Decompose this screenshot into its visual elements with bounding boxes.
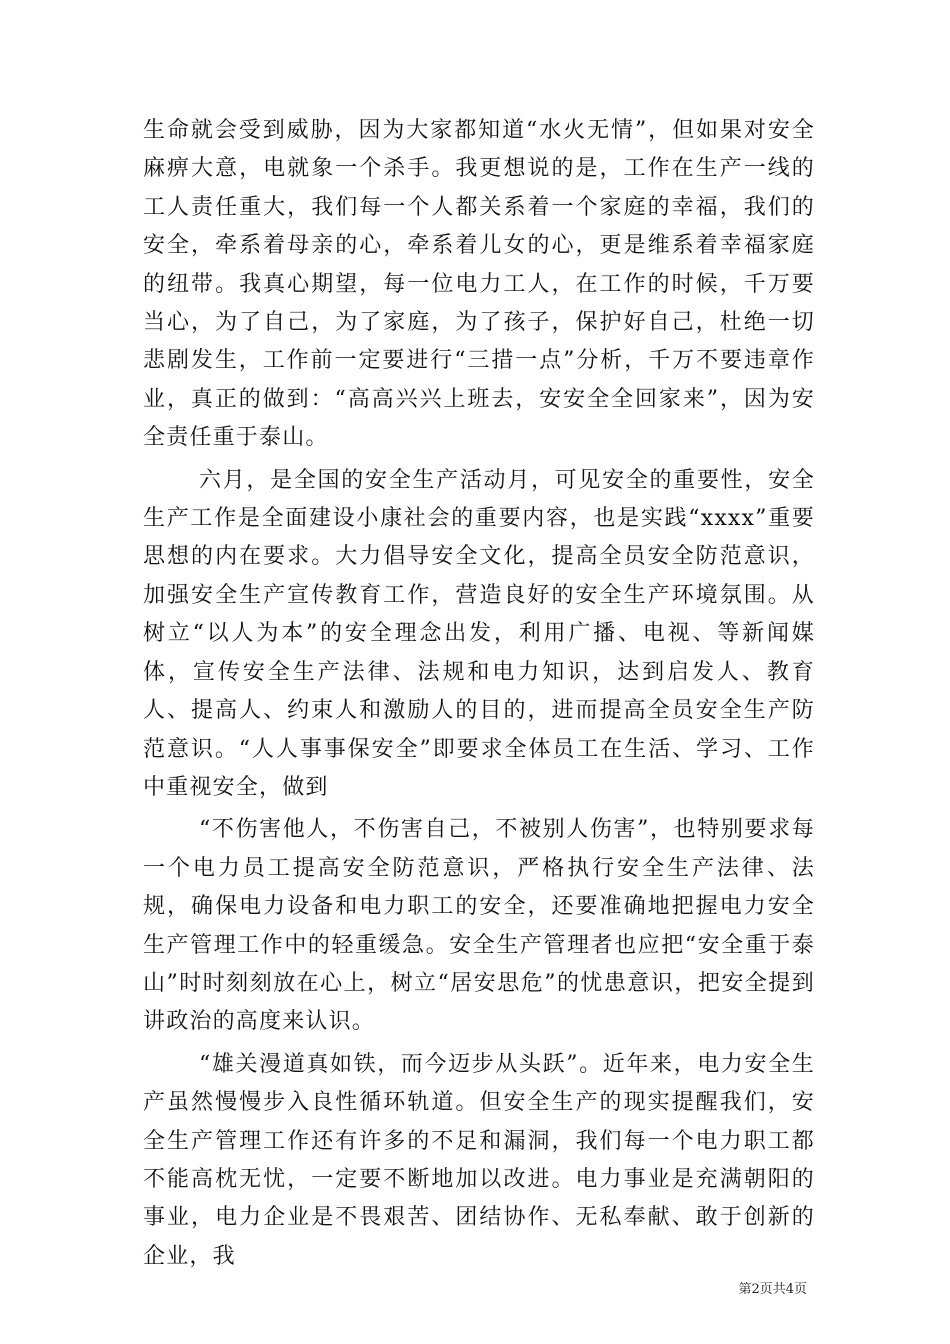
paragraph-2: 六月，是全国的安全生产活动月，可见安全的重要性，安全生产工作是全面建设小康社会的重要内容，也是实践“xxxx”重要思想的内在要求。大力倡导安全文化，提高全员安全防范意识，加强安全生产宣传教育工作，营造良好的安全生产环境氛围。从树立“以人为本”的安全理念出发，利用广播、电视、等新闻媒体，宣传安全生产法律、法规和电力知识，达到启发人、教育人、提高人、约束人和激励人的目的，进而提高全员安全生产防范意识。“人人事事保安全”即要求全体员工在生活、学习、工作中重视安全，做到 — [143, 467, 815, 800]
paragraph-1: 生命就会受到威胁，因为大家都知道“水火无情”，但如果对安全麻痹大意，电就象一个杀手。我更想说的是，工作在生产一线的工人责任重大，我们每一个人都关系着一个家庭的幸福，我们的安全，牵系着母亲的心，牵系着儿女的心，更是维系着幸福家庭的纽带。我真心期望，每一位电力工人，在工作的时候，千万要当心，为了自己，为了家庭，为了孩子，保护好自己，杜绝一切悲剧发生，工作前一定要进行“三措一点”分析，千万不要违章作业，真正的做到：“高高兴兴上班去，安安全全回家来”，因为安全责任重于泰山。 — [143, 118, 815, 451]
paragraph-3: “不伤害他人，不伤害自己，不被别人伤害”，也特别要求每一个电力员工提高安全防范意识，严格执行安全生产法律、法规，确保电力设备和电力职工的安全，还要准确地把握电力安全生产管理工作中的轻重缓急。安全生产管理者也应把“安全重于泰山”时时刻刻放在心上，树立“居安思危”的忧患意识，把安全提到讲政治的高度来认识。 — [143, 817, 815, 1035]
body-text — [143, 112, 815, 1280]
page-number: 第2页共4页 — [738, 1282, 807, 1297]
paragraph-4: “雄关漫道真如铁，而今迈步从头跃”。近年来，电力安全生产虽然慢慢步入良性循环轨道。但安全生产的现实提醒我们，安全生产管理工作还有许多的不足和漏洞，我们每一个电力职工都不能高枕无忧，一定要不断地加以改进。电力事业是充满朝阳的事业，电力企业是不畏艰苦、团结协作、无私奉献、敢于创新的企业，我 — [143, 1051, 815, 1269]
